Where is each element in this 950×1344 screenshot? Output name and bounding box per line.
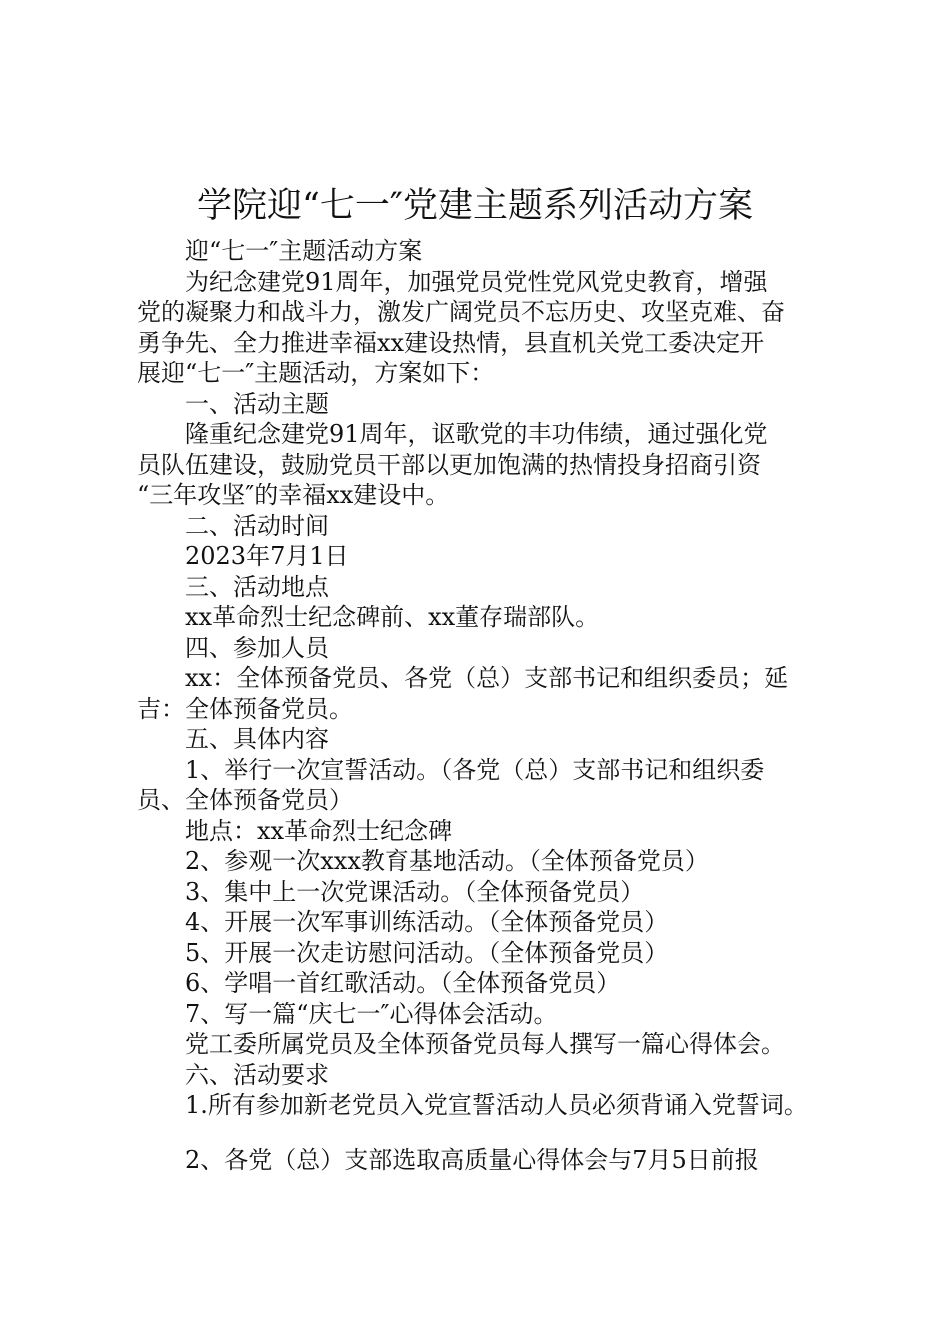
document-title: 学院迎“七一″党建主题系列活动方案: [197, 186, 753, 226]
text-line: 5、开展一次走访慰问活动。（全体预备党员）: [185, 938, 669, 967]
text-line: 员队伍建设，鼓励党员干部以更加饱满的热情投身招商引资: [137, 450, 761, 479]
text-line: xx：全体预备党员、各党（总）支部书记和组织委员；延: [185, 664, 789, 692]
text-line: 五、具体内容: [185, 725, 329, 753]
text-line: 一、活动主题: [185, 389, 329, 418]
text-line: 三、活动地点: [185, 572, 329, 601]
text-line: 隆重纪念建党91周年，讴歌党的丰功伟绩，通过强化党: [185, 420, 768, 448]
text-line: 勇争先、全力推进幸福xx建设热情，县直机关党工委决定开: [137, 328, 765, 357]
paragraph-gap: [137, 1121, 837, 1145]
document-body: [137, 236, 837, 1175]
text-line: 1.所有参加新老党员入党宣誓活动人员必须背诵入党誓词。: [185, 1091, 808, 1119]
text-line: 7、写一篇“庆七一″心得体会活动。: [185, 999, 558, 1028]
text-line: 3、集中上一次党课活动。（全体预备党员）: [185, 877, 645, 906]
text-line: 四、参加人员: [185, 633, 329, 662]
text-line: 迎“七一″主题活动方案: [185, 237, 423, 265]
text-line: 6、学唱一首红歌活动。（全体预备党员）: [185, 969, 621, 997]
text-line: 1、举行一次宣誓活动。（各党（总）支部书记和组织委: [185, 755, 765, 784]
text-line: 党的凝聚力和战斗力，激发广阔党员不忘历史、攻坚克难、奋: [137, 298, 785, 326]
text-line: 地点：xx革命烈士纪念碑: [185, 816, 453, 845]
text-line: 4、开展一次军事训练活动。（全体预备党员）: [185, 908, 669, 936]
text-line: 展迎“七一″主题活动，方案如下：: [137, 359, 495, 387]
text-line: 员、全体预备党员）: [137, 786, 353, 814]
text-line: 2、参观一次xxx教育基地活动。（全体预备党员）: [185, 847, 709, 875]
text-line: 为纪念建党91周年，加强党员党性党风党史教育，增强: [185, 267, 768, 296]
text-line: 2023年7月1日: [185, 542, 349, 570]
text-line: 六、活动要求: [185, 1060, 329, 1089]
text-line: xx革命烈士纪念碑前、xx董存瑞部队。: [185, 603, 600, 631]
text-line: “三年攻坚″的幸福xx建设中。: [137, 481, 450, 509]
text-line: 2、各党（总）支部选取高质量心得体会与7月5日前报: [185, 1145, 759, 1174]
text-line: 吉：全体预备党员。: [137, 694, 353, 723]
text-line: 党工委所属党员及全体预备党员每人撰写一篇心得体会。: [185, 1030, 785, 1058]
text-line: 二、活动时间: [185, 511, 329, 540]
